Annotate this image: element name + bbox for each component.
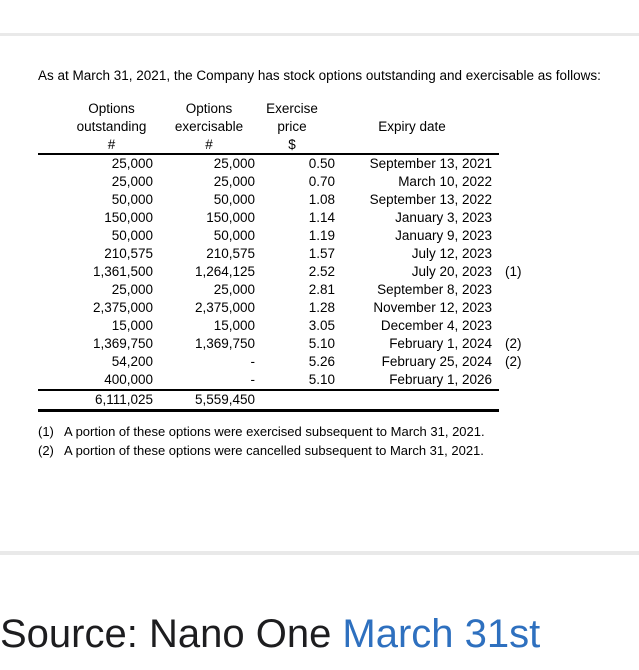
table-row <box>38 353 541 371</box>
options-exercisable-cell: 1,369,750 <box>194 336 255 351</box>
options-outstanding-cell: 400,000 <box>38 371 153 390</box>
table-row <box>38 154 541 173</box>
table-header <box>38 100 541 154</box>
footnote-marker-cell <box>499 173 541 191</box>
options-outstanding-cell: 1,369,750 <box>92 336 153 351</box>
header-outstanding-line1: Options <box>88 101 135 116</box>
footnote-2 <box>38 441 485 460</box>
table-row <box>38 335 541 353</box>
options-exercisable-cell: 1,264,125 <box>194 264 255 279</box>
exercise-price-cell: 0.50 <box>308 156 335 171</box>
options-exercisable-cell: 50,000 <box>213 228 255 243</box>
header-exercisable-line1: Options <box>185 101 233 116</box>
footnote-1 <box>38 422 485 441</box>
bottom-divider <box>0 551 639 555</box>
options-outstanding-cell: 25,000 <box>111 156 153 171</box>
header-outstanding-unit: # <box>38 136 153 154</box>
expiry-date-cell: February 1, 2026 <box>335 371 499 390</box>
header-price-line1: Exercise <box>266 101 318 116</box>
options-exercisable-cell: 150,000 <box>206 210 255 225</box>
total-expiry-spacer <box>335 390 499 411</box>
stock-options-table <box>38 100 541 412</box>
header-note-spacer <box>499 136 541 154</box>
table-row <box>38 245 541 263</box>
options-outstanding-cell: 50,000 <box>111 228 153 243</box>
header-exercisable-unit: # <box>153 136 255 154</box>
exercise-price-cell: 1.14 <box>308 210 335 225</box>
total-exercisable: 5,559,450 <box>153 390 255 411</box>
footnote-marker-cell <box>499 154 541 173</box>
footnote-2-text: A portion of these options were cancelled subsequent to March 31, 2021. <box>64 443 484 458</box>
options-exercisable-cell: 210,575 <box>206 246 255 261</box>
expiry-date-cell: September 8, 2023 <box>377 282 492 297</box>
footnotes <box>38 422 485 460</box>
exercise-price-cell: 2.52 <box>308 264 335 279</box>
header-outstanding-line2: outstanding <box>76 119 147 134</box>
options-exercisable-cell: 2,375,000 <box>194 300 255 315</box>
footnote-marker-cell: (2) <box>505 354 522 369</box>
options-outstanding-cell: 54,200 <box>111 354 153 369</box>
header-expiry-date: Expiry date <box>378 119 446 134</box>
footnote-marker-cell <box>499 317 541 335</box>
expiry-date-cell: September 13, 2022 <box>369 192 492 207</box>
expiry-date-cell: March 10, 2022 <box>398 174 492 189</box>
header-price-line2: price <box>277 119 307 134</box>
expiry-date-cell: July 20, 2023 <box>411 264 492 279</box>
table-row <box>38 317 541 335</box>
header-note-spacer <box>499 118 541 136</box>
table-row <box>38 281 541 299</box>
footnote-marker-cell <box>499 371 541 390</box>
source-caption <box>0 610 540 658</box>
totals-row <box>38 390 541 411</box>
exercise-price-cell: 3.05 <box>308 318 335 333</box>
header-note-spacer <box>499 100 541 118</box>
table-row <box>38 191 541 209</box>
exercise-price-cell: 5.26 <box>308 354 335 369</box>
options-exercisable-cell: 50,000 <box>213 192 255 207</box>
source-link[interactable]: March 31st <box>342 612 541 656</box>
exercise-price-cell: 0.70 <box>308 174 335 189</box>
exercise-price-cell: 5.10 <box>308 336 335 351</box>
table-row <box>38 263 541 281</box>
header-expiry-unit <box>335 136 499 154</box>
footnote-marker-cell <box>499 227 541 245</box>
exercise-price-cell: 1.08 <box>308 192 335 207</box>
total-note-spacer <box>499 390 541 411</box>
exercise-price-cell: 2.81 <box>308 282 335 297</box>
expiry-date-cell: February 25, 2024 <box>381 354 492 369</box>
exercise-price-cell: 1.19 <box>308 228 335 243</box>
source-prefix-text: Source: Nano One <box>0 612 343 656</box>
footnote-1-marker: (1) <box>38 424 54 439</box>
total-price-spacer <box>255 390 335 411</box>
table-row <box>38 227 541 245</box>
expiry-date-cell: January 3, 2023 <box>395 210 492 225</box>
expiry-date-cell: July 12, 2023 <box>411 246 492 261</box>
options-outstanding-cell: 2,375,000 <box>92 300 153 315</box>
expiry-date-cell: November 12, 2023 <box>373 300 492 315</box>
options-exercisable-cell: 15,000 <box>213 318 255 333</box>
table-row <box>38 209 541 227</box>
options-exercisable-cell: 25,000 <box>213 174 255 189</box>
exercise-price-cell: 5.10 <box>255 371 335 390</box>
options-exercisable-cell: - <box>250 354 255 369</box>
exercise-price-cell: 1.28 <box>308 300 335 315</box>
expiry-date-cell: December 4, 2023 <box>380 318 492 333</box>
footnote-marker-cell <box>499 245 541 263</box>
options-outstanding-cell: 15,000 <box>111 318 153 333</box>
options-outstanding-cell: 210,575 <box>104 246 153 261</box>
options-outstanding-cell: 1,361,500 <box>92 264 153 279</box>
header-exercisable-line2: exercisable <box>174 119 244 134</box>
footnote-marker-cell <box>499 209 541 227</box>
exercise-price-cell: 1.57 <box>308 246 335 261</box>
options-outstanding-cell: 150,000 <box>104 210 153 225</box>
total-outstanding: 6,111,025 <box>38 390 153 411</box>
expiry-date-cell: January 9, 2023 <box>395 228 492 243</box>
footnote-marker-cell: (1) <box>505 264 522 279</box>
options-exercisable-cell: 25,000 <box>213 156 255 171</box>
options-outstanding-cell: 25,000 <box>111 282 153 297</box>
expiry-date-cell: September 13, 2021 <box>369 156 492 171</box>
options-table-body <box>38 154 541 390</box>
table-row <box>38 173 541 191</box>
footnote-marker-cell: (2) <box>505 336 522 351</box>
footnote-2-marker: (2) <box>38 443 54 458</box>
top-divider <box>0 33 639 36</box>
options-outstanding-cell: 25,000 <box>111 174 153 189</box>
header-price-unit: $ <box>255 136 335 154</box>
table-row <box>38 371 541 390</box>
footnote-marker-cell <box>499 191 541 209</box>
table-row <box>38 299 541 317</box>
footnote-1-text: A portion of these options were exercised subsequent to March 31, 2021. <box>64 424 485 439</box>
options-exercisable-cell: - <box>153 371 255 390</box>
expiry-date-cell: February 1, 2024 <box>389 336 492 351</box>
table-totals <box>38 390 541 411</box>
footnote-marker-cell <box>499 299 541 317</box>
footnote-marker-cell <box>499 281 541 299</box>
intro-text: As at March 31, 2021, the Company has stock options outstanding and exercisable as follows: <box>38 68 601 83</box>
options-exercisable-cell: 25,000 <box>213 282 255 297</box>
options-outstanding-cell: 50,000 <box>111 192 153 207</box>
header-expiry-spacer <box>335 100 499 118</box>
